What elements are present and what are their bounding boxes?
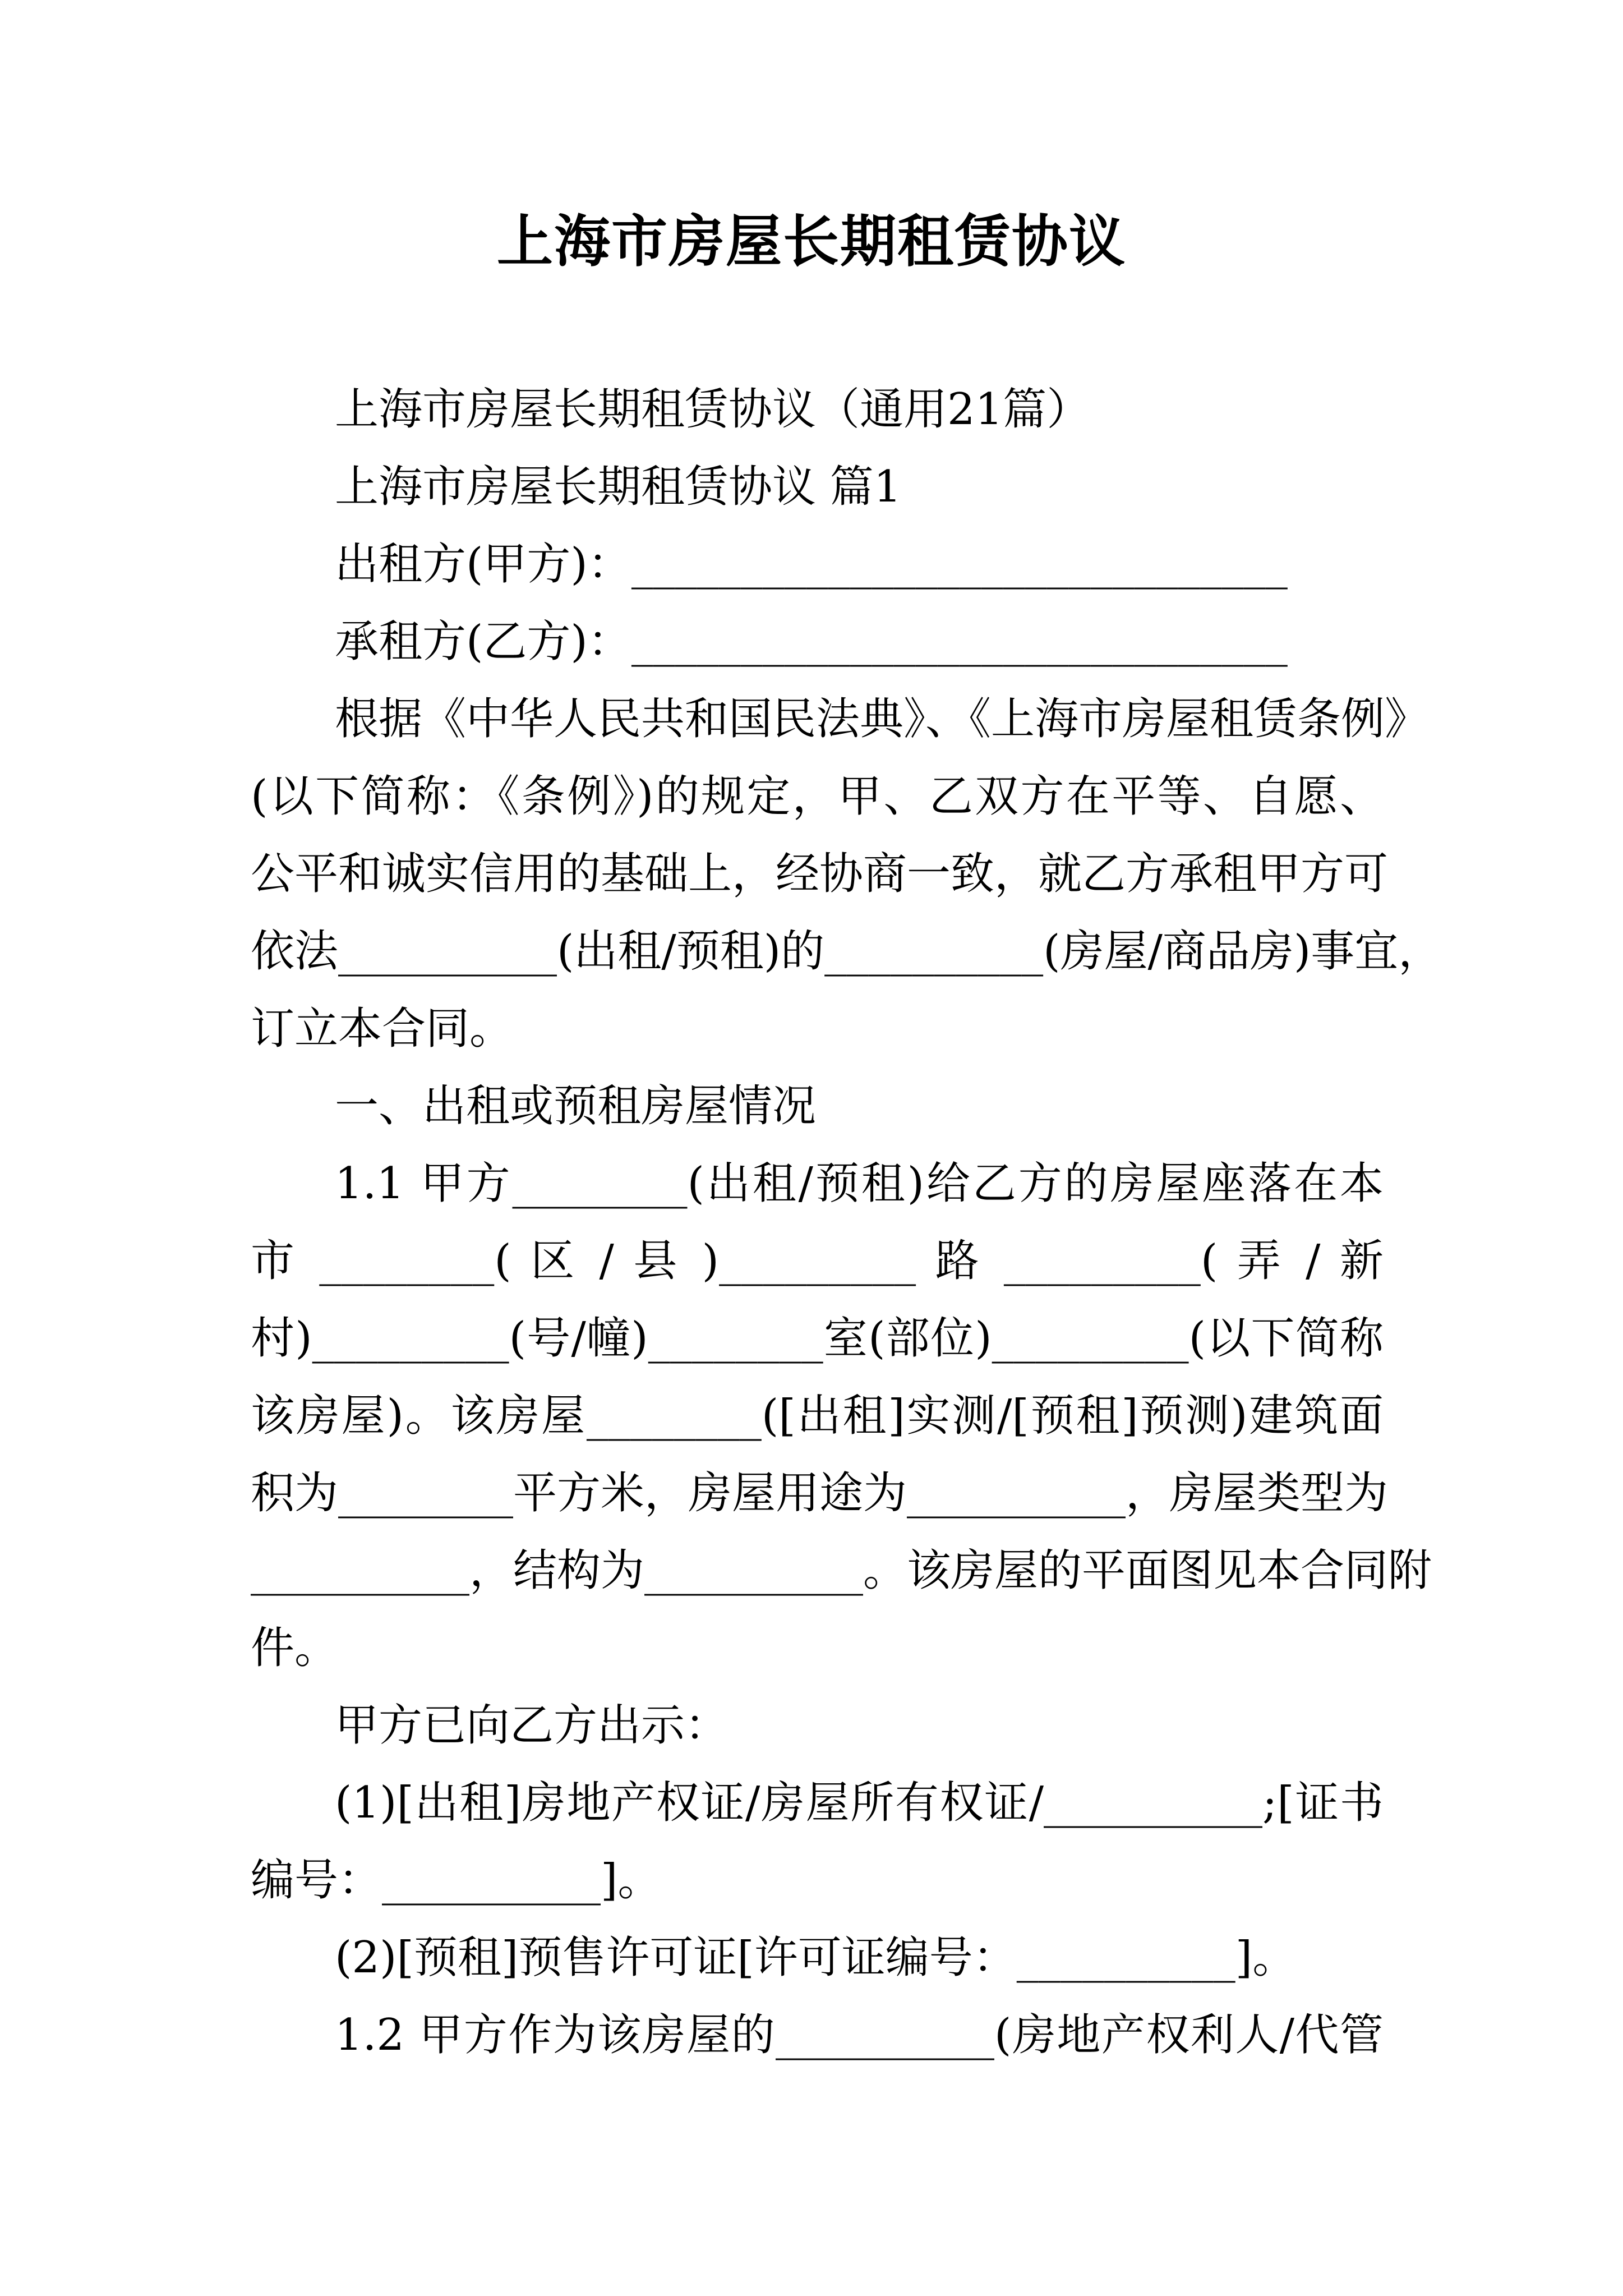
body-text-line: 依法__________(出租/预租)的__________(房屋/商品房)事宜， [251,926,1442,977]
body-text-line: __________，结构为__________。该房屋的平面图见本合同附 [251,1545,1432,1596]
body-text-line: 编号：__________]。 [251,1855,662,1906]
document-title: 上海市房屋长期租赁协议 [497,208,1126,274]
clause-heading-line: 一、出租或预租房屋情况 [335,1081,817,1131]
body-text-line: 甲方已向乙方出示： [335,1700,729,1751]
body-text-line: (2)[预租]预售许可证[许可证编号：__________]。 [335,1932,1297,1983]
body-text-line: 积为________平方米，房屋用途为__________，房屋类型为 [251,1468,1389,1519]
body-text-line: 订立本合同。 [251,1004,514,1054]
body-text-line: 公平和诚实信用的基础上，经协商一致，就乙方承租甲方可 [251,849,1389,899]
body-text-line: (1)[出租]房地产权证/房屋所有权证/__________;[证书 [335,1778,1384,1828]
body-text-line: 市 ________( 区 / 县 )_________ 路 _________( 弄 / 新 [251,1236,1384,1286]
body-text-line: 根据《中华人民共和国民法典》、《上海市房屋租赁条例》 [335,694,1429,744]
body-text-line: (以下简称：《条例》)的规定，甲、乙双方在平等、自愿、 [251,771,1384,822]
lessee-line: 承租方(乙方)：______________________________ [335,616,1288,667]
body-text-line: 1.2 甲方作为该房屋的__________(房地产权利人/代管 [335,2010,1384,2060]
body-text-line: 村)_________(号/幢)________室(部位)_________(以下简称 [251,1313,1384,1364]
section-heading-line: 上海市房屋长期租赁协议 篇1 [335,462,902,512]
body-text-line: 件。 [251,1623,339,1673]
lessor-line: 出租方(甲方)：______________________________ [335,539,1288,590]
body-text-line: 1.1 甲方________(出租/预租)给乙方的房屋座落在本 [335,1158,1384,1209]
subtitle-line: 上海市房屋长期租赁协议（通用21篇） [335,384,1091,435]
body-text-line: 该房屋)。该房屋________([出租]实测/[预租]预测)建筑面 [251,1391,1384,1441]
